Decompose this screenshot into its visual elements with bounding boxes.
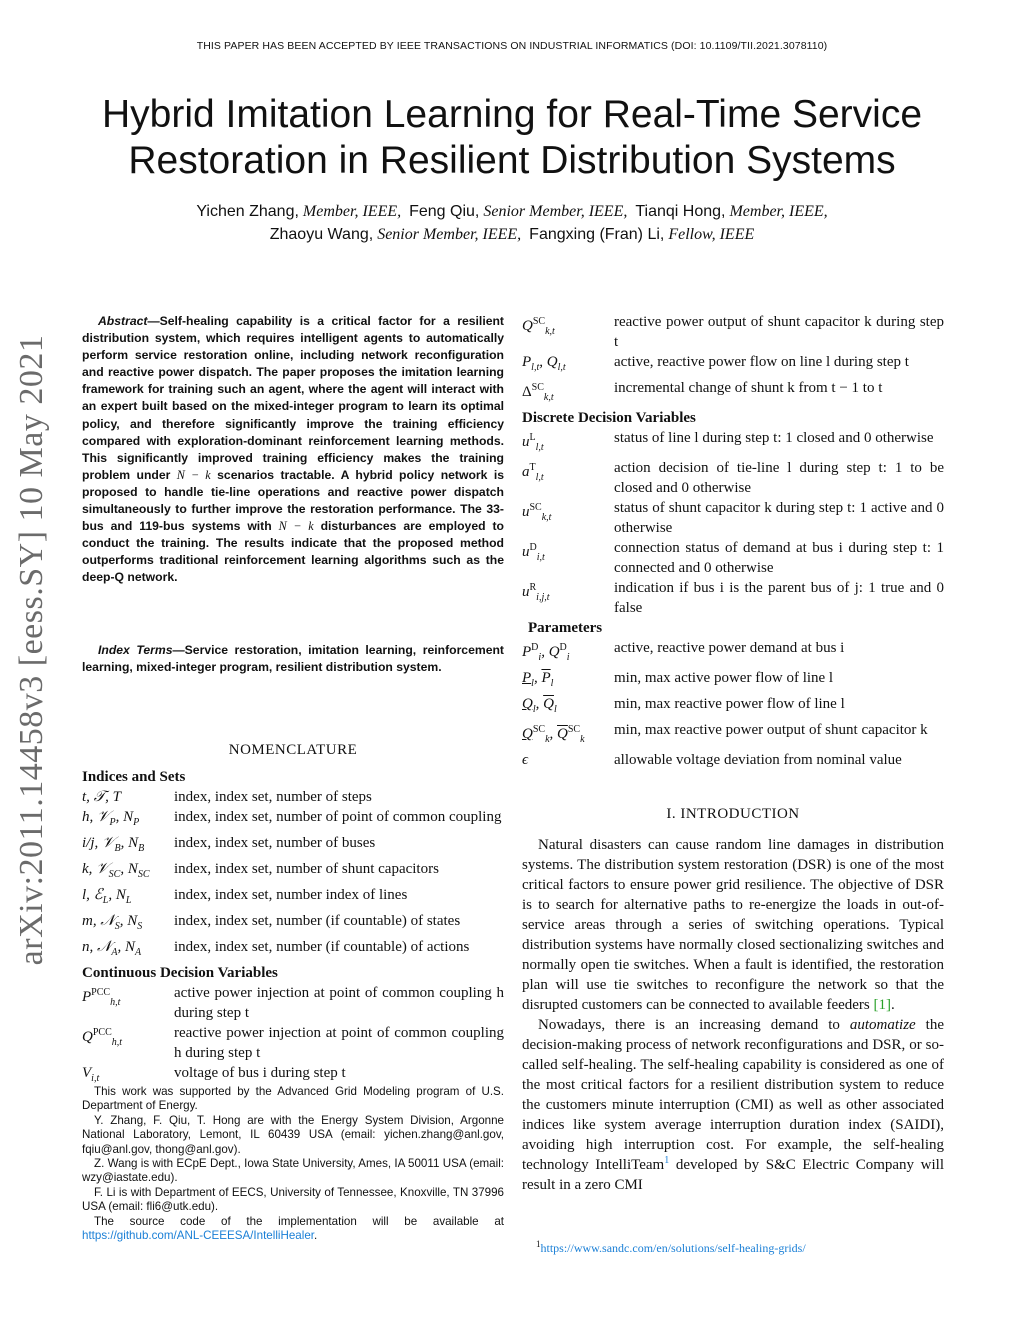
abstract-paragraph bbox=[82, 313, 504, 587]
arxiv-identifier: arXiv:2011.14458v3 [eess.SY] 10 May 2021 bbox=[13, 334, 50, 966]
group-heading: Discrete Decision Variables bbox=[522, 410, 696, 426]
math-expression: N − k bbox=[278, 519, 314, 534]
abstract-text: —Self-healing capability is a critical factor for a resilient distribution system, which requires intelligent agents to automatically perform service restoration online, including network reconfiguration and reactive power dispatch. The paper proposes the imitation learning framework for training such an agent, where the agent will interact with an expert built based on the mixed-integer program to learn its optimal policy, and therefore significantly improve the training efficiency compared with exploration-dominant reinforcement learning methods. This significantly improved training efficiency makes the training problem under bbox=[82, 314, 504, 482]
group-heading: Parameters bbox=[528, 620, 603, 636]
table-row bbox=[522, 638, 944, 668]
index-terms-text: —Service restoration, imitation learning, reinforcement learning, mixed-integer program, resilient distribution system. bbox=[82, 643, 504, 675]
paragraph bbox=[522, 1015, 944, 1195]
symbol: h, 𝒱$_P$, $N_P$ bbox=[82, 809, 140, 828]
symbol: $P_{l,t}$, $Q_{l,t}$ bbox=[522, 354, 566, 373]
author-rank: Member, IEEE, bbox=[729, 203, 828, 220]
footnote: Y. Zhang, F. Qiu, T. Hong are with the Energy System Division, Argonne National Laboratory, Lemont, IL 60439 USA (email: yichen.zhang@anl.gov, fqiu@anl.gov, thong@anl.gov). bbox=[82, 1113, 504, 1156]
symbol: n, 𝒩$_A$, $N_A$ bbox=[82, 939, 142, 958]
symbol: $P^D_i$, $Q^D_i$ bbox=[522, 642, 570, 663]
footnote-mark: 1 bbox=[536, 1239, 541, 1249]
description: active, reactive power demand at bus i bbox=[614, 640, 845, 656]
symbol: $Q^{SC}_{k,t}$ bbox=[522, 316, 555, 337]
table-row bbox=[82, 983, 504, 1023]
description: action decision of tie-line l during step t: 1 to be closed and 0 otherwise bbox=[614, 460, 944, 496]
abstract-lead: Abstract bbox=[98, 314, 148, 328]
symbol: $Q_l$, $\overline{Q}_l$ bbox=[522, 696, 557, 715]
description: connection status of demand at bus i during step t: 1 connected and 0 otherwise bbox=[614, 540, 944, 576]
table-row bbox=[522, 720, 944, 750]
nomenclature-table bbox=[522, 312, 944, 770]
title-line-2: Restoration in Resilient Distribution Systems bbox=[128, 139, 896, 182]
description: allowable voltage deviation from nominal value bbox=[614, 752, 902, 768]
table-row bbox=[522, 538, 944, 578]
description: min, max active power flow of line l bbox=[614, 670, 834, 686]
description: index, index set, number index of lines bbox=[174, 887, 408, 903]
paper-title bbox=[40, 92, 984, 184]
table-row bbox=[522, 578, 944, 618]
index-terms bbox=[82, 642, 504, 676]
table-row bbox=[82, 859, 504, 885]
description: index, index set, number (if countable) of actions bbox=[174, 939, 470, 955]
table-row bbox=[82, 833, 504, 859]
author-rank: Senior Member, IEEE, bbox=[377, 226, 522, 243]
description: reactive power injection at point of common coupling h during step t bbox=[174, 1025, 504, 1061]
author-name: Yichen Zhang, bbox=[196, 203, 299, 220]
description: active, reactive power flow on line l during step t bbox=[614, 354, 909, 370]
description: reactive power output of shunt capacitor k during step t bbox=[614, 314, 944, 350]
footnote-marker[interactable]: 1 bbox=[664, 1155, 670, 1166]
symbol: $\Delta^{SC}_{k,t}$ bbox=[522, 382, 554, 403]
description: status of shunt capacitor k during step t: 1 active and 0 otherwise bbox=[614, 500, 944, 536]
table-row bbox=[522, 668, 944, 694]
symbol: $a^T_{l,t}$ bbox=[522, 462, 544, 483]
symbol: i/j, 𝒱$_B$, $N_B$ bbox=[82, 835, 145, 854]
symbol: $P_l$, $\overline{P}_l$ bbox=[522, 670, 554, 689]
author-line-1 bbox=[40, 200, 984, 223]
table-row bbox=[522, 694, 944, 720]
description: min, max reactive power flow of line l bbox=[614, 696, 845, 712]
abstract-text: disturbances are employed to conduct the training. The results indicate that the proposed method outperforms traditional reinforcement learning algorithms such as the deep-Q network. bbox=[82, 519, 504, 585]
description: index, index set, number of shunt capacitors bbox=[174, 861, 439, 877]
author-name: Tianqi Hong, bbox=[635, 203, 726, 220]
author-rank: Member, IEEE, bbox=[302, 203, 402, 220]
description: incremental change of shunt k from t − 1 to t bbox=[614, 380, 883, 396]
description: index, index set, number of steps bbox=[174, 789, 372, 805]
description: index, index set, number of buses bbox=[174, 835, 376, 851]
nomenclature-table bbox=[82, 767, 504, 1089]
author-name: Fangxing (Fran) Li, bbox=[529, 226, 665, 243]
symbol: $Q^{PCC}_{h,t}$ bbox=[82, 1027, 123, 1048]
arxiv-stamp bbox=[2, 330, 62, 970]
index-terms-lead: Index Terms bbox=[98, 643, 173, 657]
author-name: Zhaoyu Wang, bbox=[269, 226, 374, 243]
footnote bbox=[82, 1215, 504, 1244]
footnote-link[interactable]: https://www.sandc.com/en/solutions/self-healing-grids/ bbox=[540, 1241, 806, 1255]
table-row bbox=[522, 498, 944, 538]
author-name: Feng Qiu, bbox=[409, 203, 480, 220]
table-row bbox=[82, 787, 504, 807]
footnote: Z. Wang is with ECpE Dept., Iowa State University, Ames, IA 50011 USA (email: wzy@iastate.edu). bbox=[82, 1157, 504, 1185]
description: index, index set, number (if countable) of states bbox=[174, 913, 461, 929]
footnote: This work was supported by the Advanced Grid Modeling program of U.S. Department of Energy. bbox=[82, 1085, 504, 1113]
nomenclature-right bbox=[522, 312, 944, 770]
paragraph-text: Nowadays, there is an increasing demand to bbox=[538, 1017, 850, 1033]
description: voltage of bus i during step t bbox=[174, 1065, 346, 1081]
symbol: $u^L_{l,t}$ bbox=[522, 432, 544, 453]
index-terms-paragraph bbox=[82, 642, 504, 676]
paragraph-text: developed by S&C Electric Company will result in a zero CMI bbox=[522, 1157, 944, 1193]
group-heading: Indices and Sets bbox=[82, 769, 186, 785]
footnote-text: . bbox=[313, 1229, 318, 1243]
group-heading: Continuous Decision Variables bbox=[82, 965, 278, 981]
symbol: k, 𝒱$_{SC}$, $N_{SC}$ bbox=[82, 861, 150, 880]
symbol: $P^{PCC}_{h,t}$ bbox=[82, 987, 121, 1008]
introduction-heading: I. INTRODUCTION bbox=[666, 806, 800, 822]
author-line-2 bbox=[40, 223, 984, 246]
citation-link[interactable]: [1] bbox=[873, 997, 892, 1013]
footnote-text: The source code of the implementation will be available at bbox=[94, 1214, 504, 1228]
table-row bbox=[82, 937, 504, 963]
paragraph-text: the decision-making process of network reconfigurations and DSR, or so-called self-healing. The self-healing capability is considered as one of the most critical factors for a resilient distribution system to reduce the customers minute interruption (CMI) as well as other associated indices like system average interruption duration index (SAIDI), avoiding high interruption cost. For example, the self-healing technology IntelliTeam bbox=[522, 1017, 945, 1173]
nomenclature-left bbox=[82, 767, 504, 1089]
table-row bbox=[522, 458, 944, 498]
symbol: $u^D_{i,t}$ bbox=[522, 542, 545, 563]
paragraph-text: Natural disasters can cause random line damages in distribution systems. The distribution system restoration (DSR) is one of the most critical factors to ensure power grid resilience. The objective of DSR is to search for alternative paths to re-energize the loads in out-of-service areas through a series of switching operations. Typical distribution systems have normally closed sectionalizing switches and normally open tie switches. When a fault is identified, the restoration plan will use tie switches to reconfigure the network so that the disrupted customers can be connected to available feeders bbox=[522, 837, 944, 1013]
symbol: $u^{SC}_{k,t}$ bbox=[522, 502, 552, 523]
abstract-text: scenarios tractable. A hybrid policy network is proposed to handle tie-line operations and reactive power dispatch simultaneously to further improve the restoration performance. The 33-bus and 119-bus systems with bbox=[82, 467, 505, 534]
symbol: $V_{i,t}$ bbox=[82, 1065, 100, 1084]
table-row bbox=[522, 378, 944, 408]
journal-header-note: THIS PAPER HAS BEEN ACCEPTED BY IEEE TRANSACTIONS ON INDUSTRIAL INFORMATICS (DOI: 10.1109/TII.2021.3078110) bbox=[196, 40, 828, 52]
table-row bbox=[82, 807, 504, 833]
math-expression: N − k bbox=[176, 467, 211, 482]
author-list bbox=[40, 200, 984, 246]
author-rank: Senior Member, IEEE, bbox=[483, 203, 628, 220]
author-rank: Fellow, IEEE bbox=[668, 226, 755, 243]
title-line-1: Hybrid Imitation Learning for Real-Time Service bbox=[101, 93, 923, 136]
symbol: t, 𝒯, T bbox=[82, 789, 121, 805]
table-row bbox=[82, 1023, 504, 1063]
table-row bbox=[522, 428, 944, 458]
footnotes bbox=[82, 1085, 504, 1243]
nomenclature-heading: NOMENCLATURE bbox=[228, 742, 358, 758]
source-code-link[interactable]: https://github.com/ANL-CEEESA/IntelliHealer bbox=[82, 1229, 314, 1243]
description: status of line l during step t: 1 closed and 0 otherwise bbox=[614, 430, 934, 446]
symbol: m, 𝒩$_S$, $N_S$ bbox=[82, 913, 143, 932]
table-row bbox=[82, 911, 504, 937]
description: indication if bus i is the parent bus of j: 1 true and 0 false bbox=[614, 580, 944, 616]
footnote-right bbox=[536, 1236, 806, 1256]
introduction-body bbox=[522, 835, 944, 1195]
paragraph-text: . bbox=[891, 997, 895, 1013]
abstract bbox=[82, 313, 504, 587]
symbol: $u^R_{i,j,t}$ bbox=[522, 582, 550, 603]
symbol: l, ℰ$_L$, $N_L$ bbox=[82, 887, 132, 906]
description: min, max reactive power output of shunt capacitor k bbox=[614, 722, 928, 738]
description: active power injection at point of common coupling h during step t bbox=[174, 985, 504, 1021]
table-row bbox=[522, 352, 944, 378]
symbol: ϵ bbox=[522, 752, 529, 768]
symbol: $Q^{SC}_k$, $\overline{Q}^{SC}_k$ bbox=[522, 724, 585, 745]
table-row bbox=[522, 750, 944, 770]
paragraph bbox=[522, 835, 944, 1015]
description: index, index set, number of point of common coupling bbox=[174, 809, 502, 825]
table-row bbox=[82, 885, 504, 911]
emphasis-text: automatize bbox=[849, 1017, 916, 1033]
footnote: F. Li is with Department of EECS, University of Tennessee, Knoxville, TN 37996 USA (email: fli6@utk.edu). bbox=[82, 1185, 504, 1214]
table-row bbox=[522, 312, 944, 352]
